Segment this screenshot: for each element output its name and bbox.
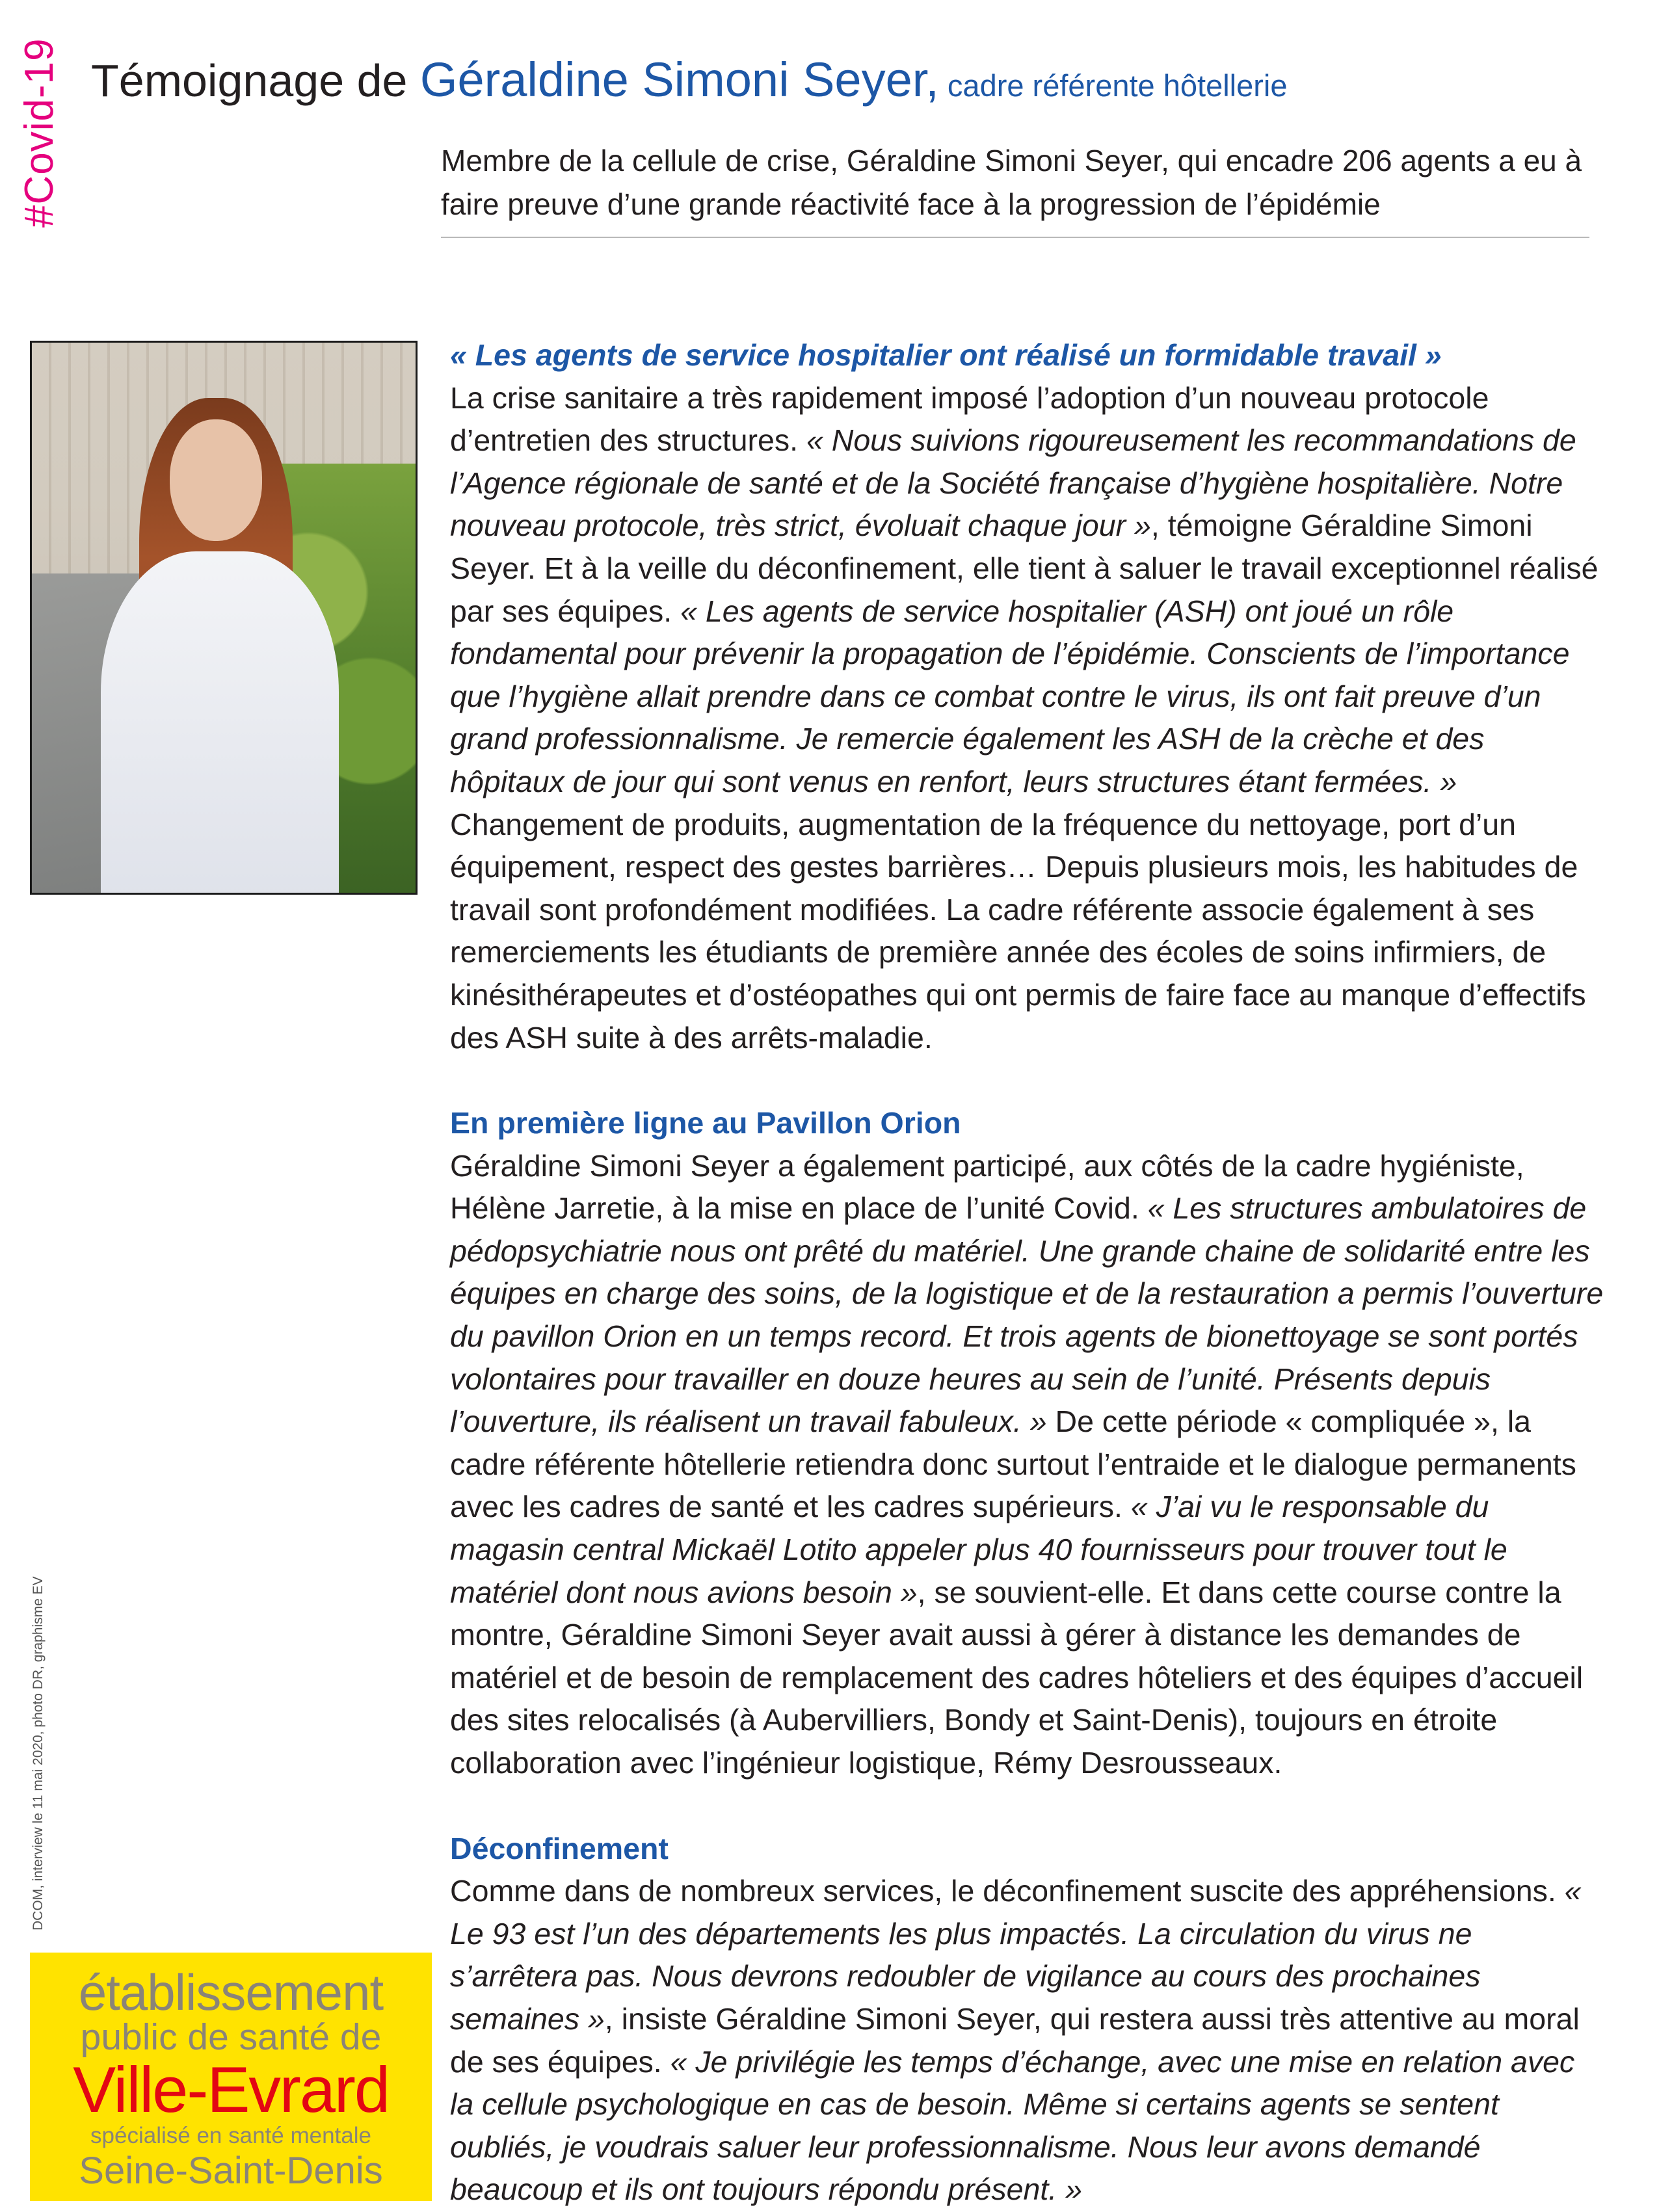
section1-text-3: Changement de produits, augmentation de la fréquence du nettoyage, port d’un équipement, respect des gestes barrières… Depuis plusieurs mois, les habitudes de travail sont profondément modifiées. La cadre référente associe également à ses remerciements les étudiants de première année des écoles de soins infirmiers, de kinésithérapeutes et d’ostéopathes qui ont permis de faire face au manque d’effectifs des ASH suite à des arrêts-maladie.: [450, 807, 1586, 1055]
ville-evrard-logo: [30, 1953, 432, 2201]
section3-text-2: , insiste Géraldine Simoni Seyer, qui restera aussi très attentive au moral de ses équipes.: [450, 2001, 1580, 2079]
section2-text-2: De cette période « compliquée », la cadre référente hôtellerie retiendra donc surtout l’entraide et le dialogue permanents avec les cadres de santé et les cadres supérieurs.: [450, 1404, 1576, 1524]
covid-tag-text: #Covid-19: [17, 38, 62, 228]
title-prefix: Témoignage de: [91, 55, 420, 106]
logo-line-1: établissement: [78, 1964, 384, 2021]
section3-quote-1: « Le 93 est l’un des départements les plus impactés. La circulation du virus ne s’arrêtera pas. Nous devrons redoubler de vigilance au cours des prochaines semaines »: [450, 1874, 1582, 2036]
section1-quote-1: « Nous suivions rigoureusement les recommandations de l’Agence régionale de santé et de la Société française d’hygiène hospitalière. Notre nouveau protocole, très strict, évoluait chaque jour »: [450, 423, 1576, 543]
section1-heading: « Les agents de service hospitalier ont réalisé un formidable travail »: [450, 338, 1442, 372]
section1-text-2: , témoigne Géraldine Simoni Seyer. Et à la veille du déconfinement, elle tient à saluer le travail exceptionnel réalisé par ses équipes.: [450, 508, 1599, 628]
page-title: [91, 53, 1288, 107]
photo-body: [101, 551, 339, 895]
section3-paragraph: [450, 1870, 1604, 2211]
section1-paragraph: [450, 377, 1604, 1060]
section1-text-1: La crise sanitaire a très rapidement imposé l’adoption d’un nouveau protocole d’entretien des structures.: [450, 380, 1489, 458]
intro-divider: [441, 237, 1589, 238]
section-gap: [450, 1059, 1604, 1102]
section2-quote-2: « J’ai vu le responsable du magasin central Mickaël Lotito appeler plus 40 fournisseurs pour trouver tout le matériel dont nous avions besoin »: [450, 1490, 1507, 1609]
section-gap: [450, 1785, 1604, 1828]
section2-text-3: , se souvient-elle. Et dans cette course contre la montre, Géraldine Simoni Seyer avait aussi à gérer à distance les demandes de matériel et de besoin de remplacement des cadres hôteliers et des équipes d’accueil des sites relocalisés (à Aubervilliers, Bondy et Saint-Denis), toujours en étroite collaboration avec l’ingénieur logistique, Rémy Desrousseaux.: [450, 1575, 1584, 1780]
logo-line-3: Ville-Evrard: [73, 2053, 389, 2126]
credit-text: DCOM, interview le 11 mai 2020, photo DR, graphisme EV: [31, 1576, 46, 1930]
section2-quote-1: « Les structures ambulatoires de pédopsychiatrie nous ont prêté du matériel. Une grande chaine de solidarité entre les équipes en charge des soins, de la logistique et de la restauration a permis l’ouverture du pavillon Orion en un temps record. Et trois agents de bionettoyage se sont portés volontaires pour travailler en douze heures au sein de l’unité. Présents depuis l’ouverture, ils réalisent un travail fabuleux. »: [450, 1191, 1604, 1439]
portrait-photo: [30, 341, 418, 895]
logo-line-4: spécialisé en santé mentale: [90, 2123, 371, 2148]
section2-text-1: Géraldine Simoni Seyer a également participé, aux côtés de la cadre hygiéniste, Hélène Jarretie, à la mise en place de l’unité Covid.: [450, 1148, 1524, 1226]
intro-text: Membre de la cellule de crise, Géraldine Simoni Seyer, qui encadre 206 agents a eu à faire preuve d’une grande réactivité face à la progression de l’épidémie: [441, 144, 1582, 221]
logo-line-5: Seine-Saint-Denis: [79, 2150, 383, 2192]
photo-face: [170, 419, 262, 540]
article-body: [450, 334, 1604, 2211]
section1-quote-2: « Les agents de service hospitalier (ASH) ont joué un rôle fondamental pour prévenir la propagation de l’épidémie. Conscients de l’importance que l’hygiène allait prendre dans ce combat contre le virus, ils ont fait preuve d’un grand professionnalisme. Je remercie également les ASH de la crèche et des hôpitaux de jour qui sont venus en renfort, leurs structures étant fermées. »: [450, 594, 1570, 798]
section2-heading: En première ligne au Pavillon Orion: [450, 1106, 961, 1140]
section2-paragraph: [450, 1145, 1604, 1785]
logo-line-2: public de santé de: [80, 2016, 382, 2058]
title-name: Géraldine Simoni Seyer,: [419, 53, 939, 107]
section3-heading: Déconfinement: [450, 1831, 669, 1865]
section3-text-1: Comme dans de nombreux services, le déconfinement suscite des appréhensions.: [450, 1874, 1565, 1908]
section3-quote-2: « Je privilégie les temps d’échange, avec une mise en relation avec la cellule psychologique en cas de besoin. Même si certains agents se sentent oubliés, je voudrais saluer leur professionnalisme. Nous leur avons demandé beaucoup et ils ont toujours répondu présent. »: [450, 2044, 1575, 2207]
title-role: cadre référente hôtellerie: [938, 68, 1288, 103]
